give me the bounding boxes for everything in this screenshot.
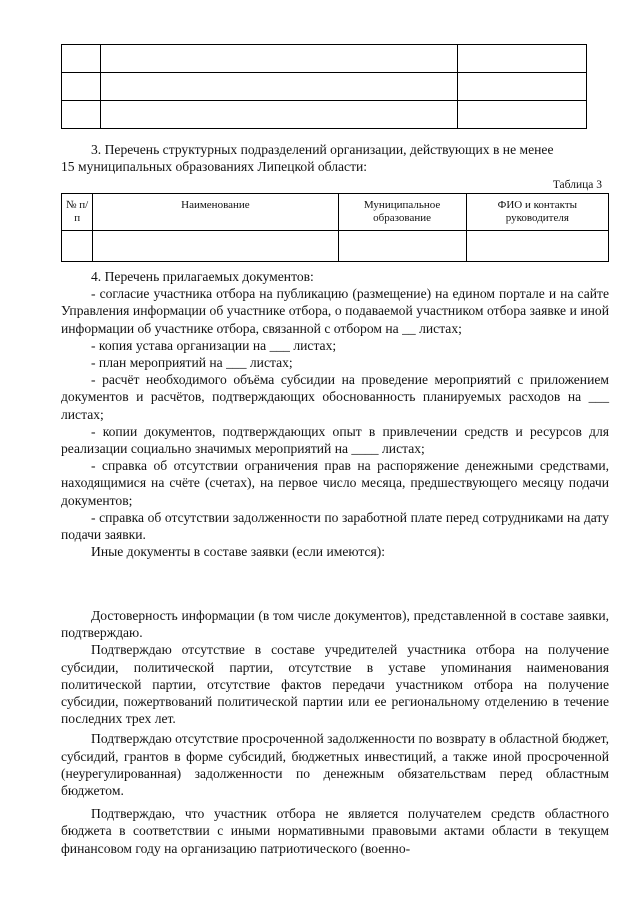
table-3 [61,193,609,262]
section-4-heading: 4. Перечень прилагаемых документов: [91,269,314,284]
list-item: - справка об отсутствии ограничения прав на распоряжение денежными средствами, находящимися на счёте (счетах), на первое число месяца, предшествующего месяцу подачи документов; [61,458,609,508]
confirmation-paragraph: Достоверность информации (в том числе документов), представленной в составе заявки, подтверждаю. [61,608,609,641]
confirmation-paragraph: Подтверждаю, что участник отбора не является получателем средств областного бюджета в соответствии с иными нормативными правовыми актами области в текущем финансовом году на организацию патриотического (военно- [61,806,609,856]
table-3-caption: Таблица 3 [552,179,602,191]
list-item: - расчёт необходимого объёма субсидии на проведение мероприятий с приложением документов и расчётов, подтверждающих обоснованность планируемых расходов на ___ листах; [61,372,609,422]
header-contact: ФИО и контакты руководителя [466,194,608,231]
header-name: Наименование [93,194,338,231]
other-documents-label: Иные документы в составе заявки (если имеются): [91,544,386,560]
confirmation-paragraph: Подтверждаю отсутствие просроченной задолженности по возврату в областной бюджет, субсидий, грантов в форме субсидий, бюджетных инвестиций, а также иной просроченной (неурегулированная) задолженности по денежным обязательствам перед областным бюджетом. [61,731,609,799]
previous-table [61,44,587,129]
table-row [62,45,587,73]
list-item: - справка об отсутствии задолженности по заработной плате перед сотрудниками на дату подачи заявки. [61,509,609,543]
table-header-row [62,194,609,231]
table-row [62,231,609,262]
table-row [62,73,587,101]
section-3-heading: 3. Перечень структурных подразделений организации, действующих в не менее 15 муниципальных образованиях Липецкой области: [61,142,554,175]
list-item: - согласие участника отбора на публикацию (размещение) на едином портале и на сайте Управления информации об участнике отбора, о подаваемой участником отбора заявке и иной информации об участнике отбора, связанной с отбором на __ листах; [61,286,609,336]
table-row [62,101,587,129]
list-item: - копия устава организации на ___ листах; [91,337,337,353]
header-num: № п/п [62,194,93,231]
list-item: - копии документов, подтверждающих опыт в привлечении средств и ресурсов для реализации социально значимых мероприятий на ____ листах; [61,423,609,457]
confirmation-paragraph: Подтверждаю отсутствие в составе учредителей участника отбора на получение субсидии, политической партии, отсутствие в уставе упоминания наименования политической партии, отсутствие фактов передачи участником отбора на получение субсидии, пожертвований политической партии или ее региональному отделению в течение последних трех лет. [61,642,609,727]
header-municipality: Муниципальное образование [338,194,466,231]
section-4 [61,268,609,560]
list-item: - план мероприятий на ___ листах; [91,355,293,371]
confirmations [61,607,609,857]
